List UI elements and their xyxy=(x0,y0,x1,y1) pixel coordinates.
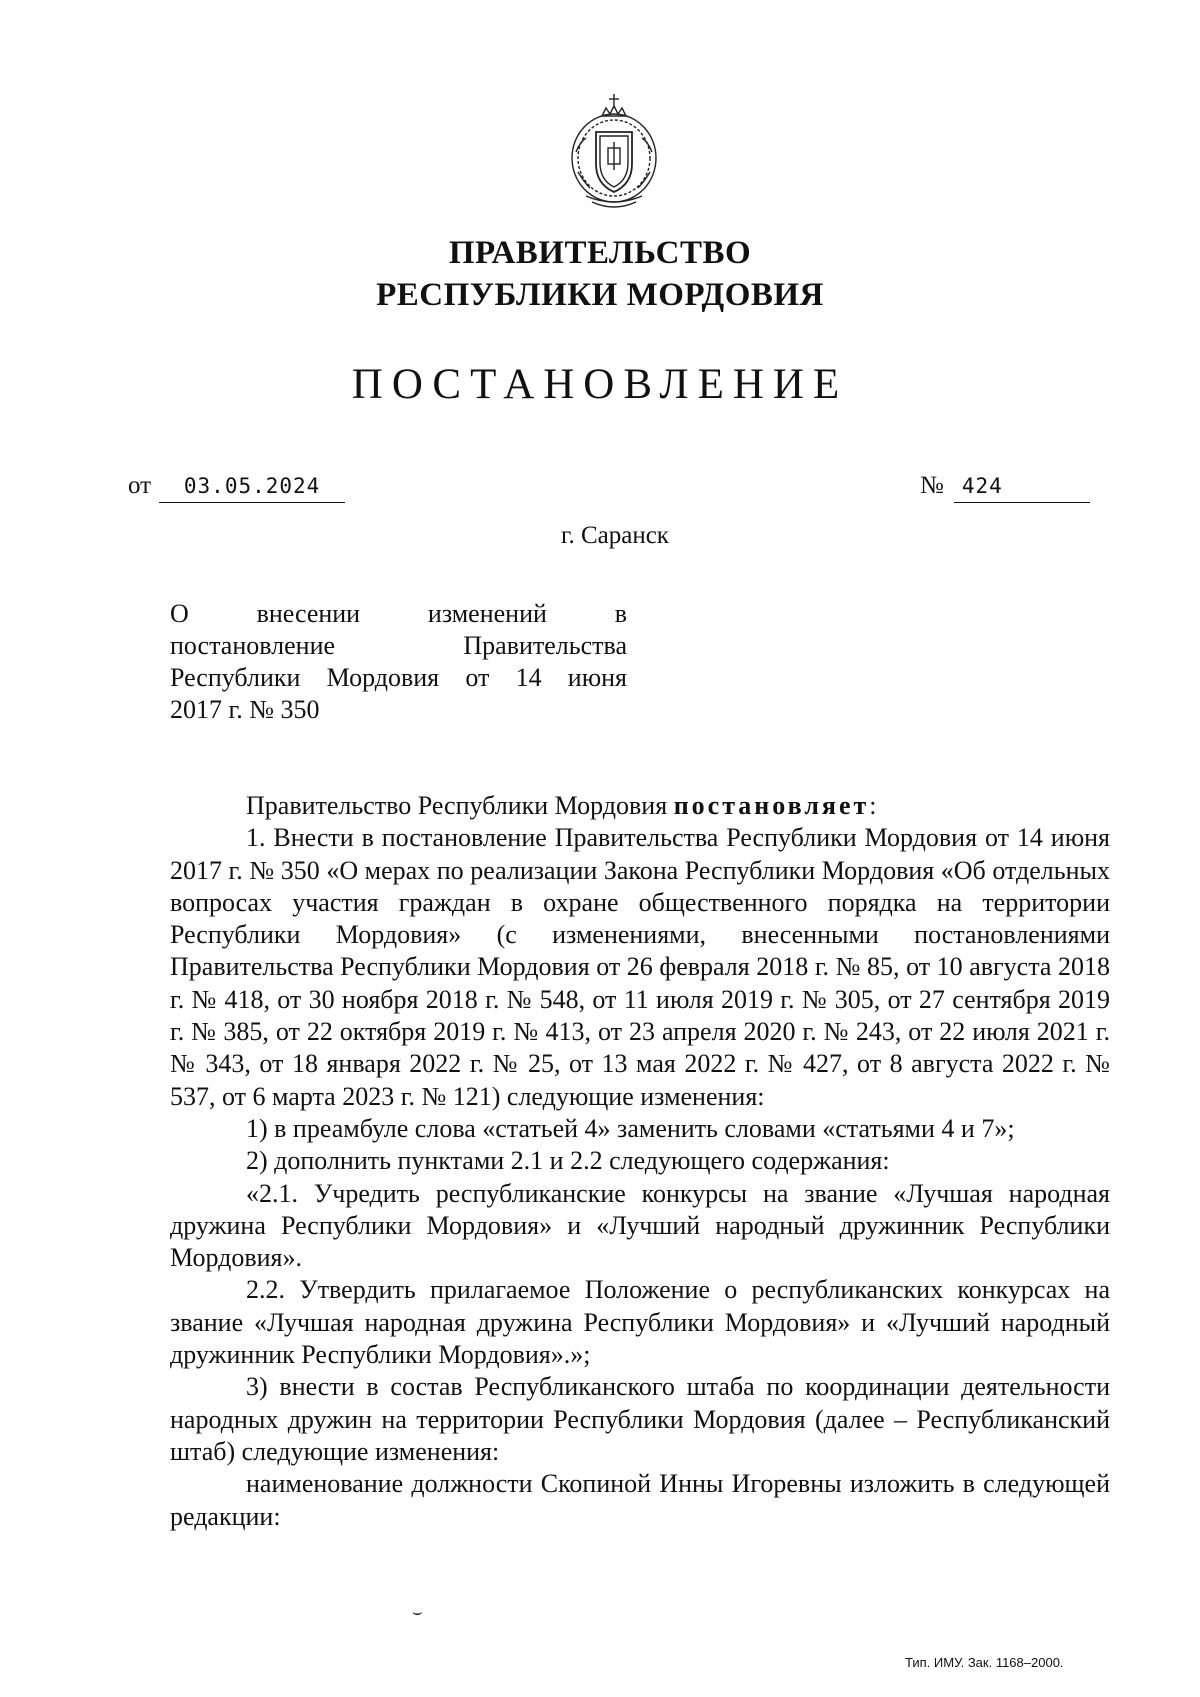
body-paragraph: «2.1. Учредить республиканские конкурсы на звание «Лучшая народная дружина Республики Мордовия» и «Лучший народный дружинник Республики Мордовия». xyxy=(170,1178,1110,1273)
intro-tail: : xyxy=(869,791,877,820)
government-title-line2: РЕСПУБЛИКИ МОРДОВИЯ xyxy=(376,277,824,313)
body-intro xyxy=(170,790,1110,822)
print-mark: Тип. ИМУ. Зак. 1168–2000. xyxy=(905,1655,1064,1670)
document-number: 424 xyxy=(954,470,1090,503)
body-paragraph: 2) дополнить пунктами 2.1 и 2.2 следующего содержания: xyxy=(246,1146,890,1176)
body-paragraph: 2.2. Утвердить прилагаемое Положение о республиканских конкурсах на звание «Лучшая народная дружина Республики Мордовия» и «Лучший народный дружинник Республики Мордовия».»; xyxy=(170,1275,1110,1370)
intro-text: Правительство Республики Мордовия xyxy=(246,791,674,820)
government-title-line1: ПРАВИТЕЛЬСТВО xyxy=(448,235,752,271)
document-date: 03.05.2024 xyxy=(159,470,345,503)
subject-line: постановление Правительства xyxy=(170,631,627,660)
subject-line: Республики Мордовия от 14 июня xyxy=(170,663,627,692)
number-line xyxy=(920,470,1090,503)
document-type-title: ПОСТАНОВЛЕНИЕ xyxy=(351,361,849,408)
number-prefix: № xyxy=(920,472,944,499)
body-paragraph: 1. Внести в постановление Правительства Республики Мордовия от 14 июня 2017 г. № 350 «О мерах по реализации Закона Республики Мордовия «Об отдельных вопросах участия граждан в охране общественного порядка на территории Республики Мордовия» (с изменениями, внесенными постановлениями Правительства Республики Мордовия от 26 февраля 2018 г. № 85, от 10 августа 2018 г. № 418, от 30 ноября 2018 г. № 548, от 11 июля 2019 г. № 305, от 27 сентября 2019 г. № 385, от 22 октября 2019 г. № 413, от 23 апреля 2020 г. № 243, от 22 июля 2021 г. № 343, от 18 января 2022 г. № 25, от 13 мая 2022 г. № 427, от 8 августа 2022 г. № 537, от 6 марта 2023 г. № 121) следующие изменения: xyxy=(170,823,1110,1111)
coat-of-arms-emblem xyxy=(566,92,662,214)
body-paragraph: 3) внести в состав Республиканского штаба по координации деятельности народных дружин на территории Республики Мордовия (далее – Республиканский штаб) следующие изменения: xyxy=(170,1372,1110,1466)
scan-mark: ⌣ xyxy=(412,1604,423,1621)
document-body xyxy=(170,790,1110,1533)
emblem-icon xyxy=(566,92,662,214)
date-prefix: от xyxy=(128,472,152,499)
subject-line: О внесении изменений в xyxy=(170,599,627,628)
document-subject xyxy=(170,598,627,726)
subject-line: 2017 г. № 350 xyxy=(170,695,320,724)
city-line: г. Саранск xyxy=(561,522,669,549)
date-line xyxy=(128,470,345,503)
body-paragraph: наименование должности Скопиной Инны Игоревны изложить в следующей редакции: xyxy=(170,1469,1110,1531)
body-paragraph: 1) в преамбуле слова «статьей 4» заменить словами «статьями 4 и 7»; xyxy=(246,1113,1015,1143)
intro-spaced-word: постановляет xyxy=(673,791,870,820)
